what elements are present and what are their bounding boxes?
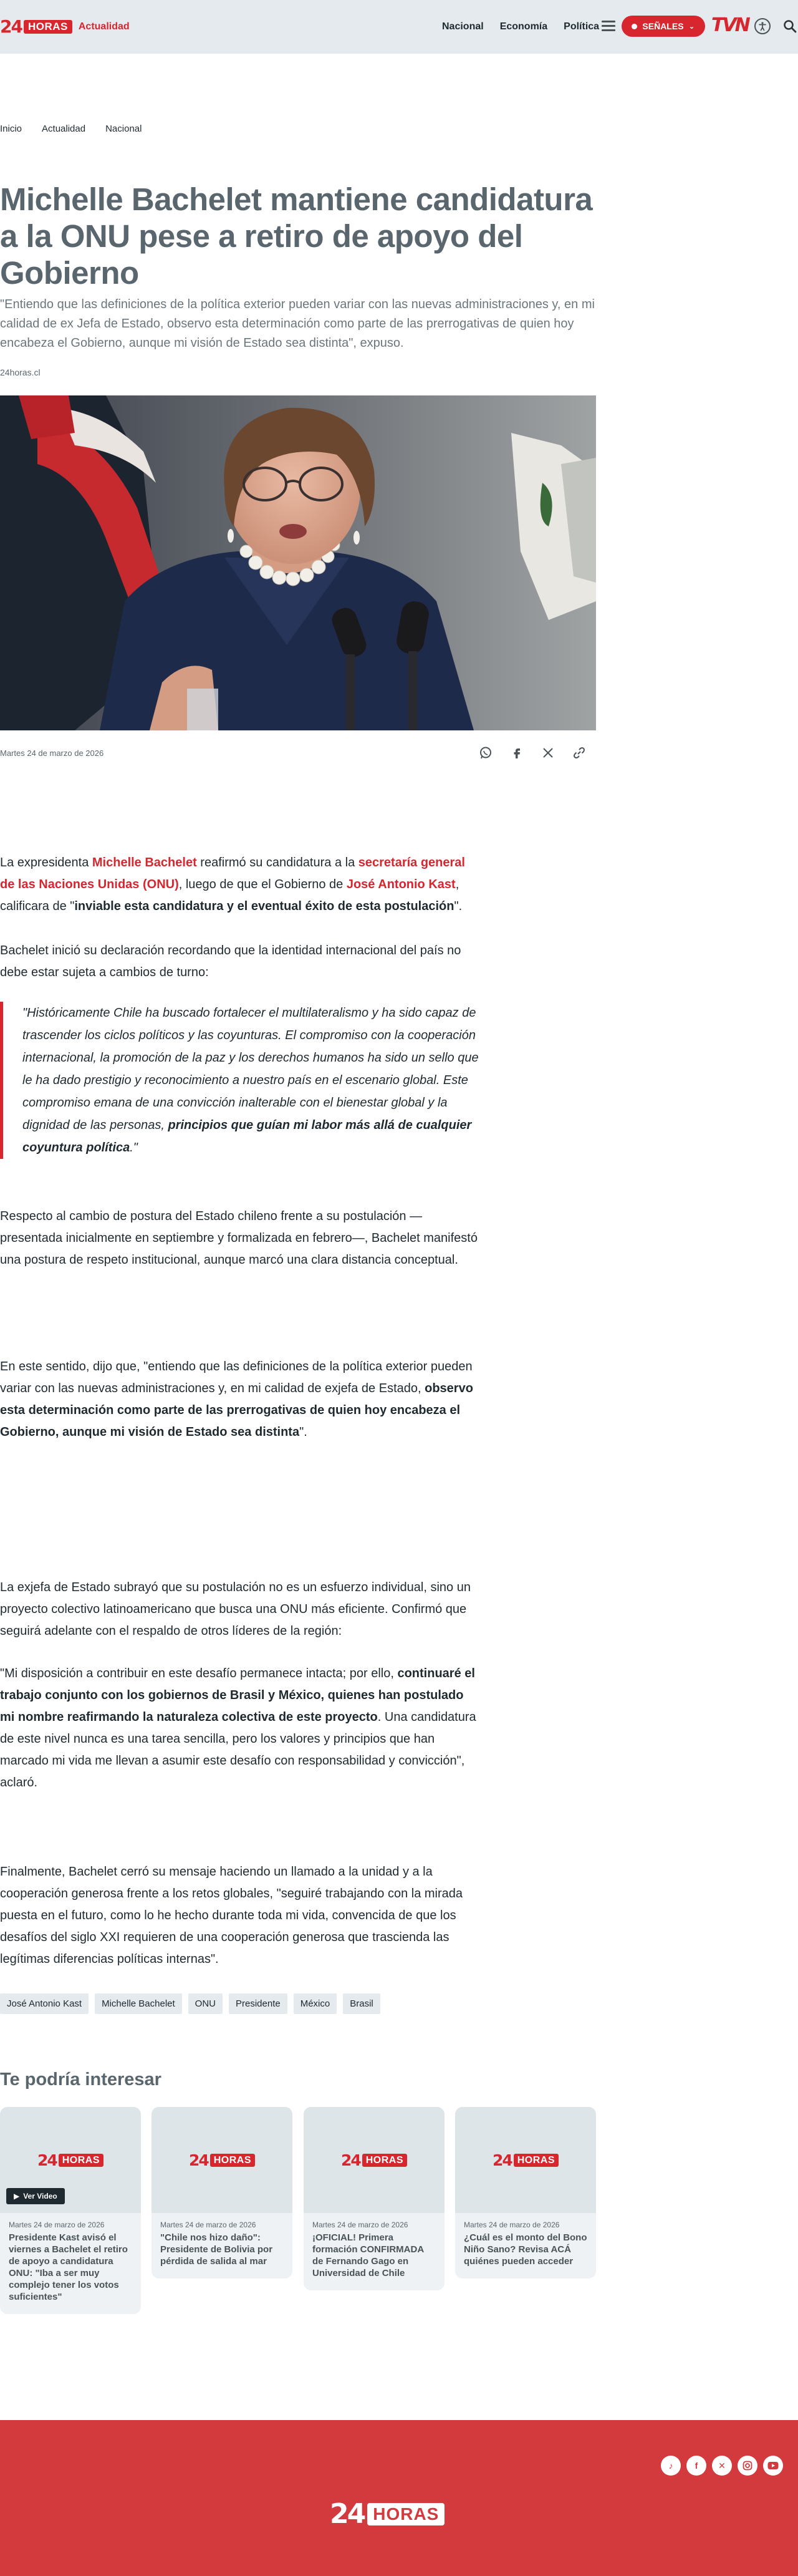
instagram-icon[interactable] xyxy=(738,2456,757,2476)
senales-label: SEÑALES xyxy=(642,21,684,31)
card-headline[interactable]: Presidente Kast avisó el viernes a Bachelet el retiro de apoyo a candidatura ONU: "Iba a ser muy complejo tener los votos suficientes" xyxy=(9,2232,128,2302)
text-run: "Históricamente Chile ha buscado fortalecer el multilateralismo y ha sido capaz de trascender los ciclos políticos y las coyunturas. El compromiso con la cooperación internacional, la promoción de la paz y los derechos humanos ha sido un sello que le ha dado prestigio y reconocimiento a nuestro país en el escenario global. Este compromiso emana de una convicción inalterable con el bienestar global y la dignidad de las personas, xyxy=(22,1006,479,1132)
logo-word: HORAS xyxy=(59,2154,103,2167)
tag-item[interactable]: ONU xyxy=(188,1993,223,2014)
tvn-logo[interactable]: TVN xyxy=(711,14,749,36)
logo-number: 24 xyxy=(492,2151,512,2169)
search-icon[interactable] xyxy=(783,19,797,33)
x-icon[interactable] xyxy=(540,745,556,761)
article-paragraph xyxy=(0,1356,479,1443)
x-icon[interactable]: ✕ xyxy=(712,2456,732,2476)
card-image xyxy=(455,2107,596,2213)
article-paragraph xyxy=(0,1663,479,1794)
senales-button[interactable] xyxy=(622,16,705,37)
card-date: Martes 24 de marzo de 2026 xyxy=(160,2220,256,2229)
related-card[interactable] xyxy=(455,2107,596,2278)
card-image xyxy=(304,2107,445,2213)
text-run: La expresidenta xyxy=(0,856,92,869)
text-run: , calificara de " xyxy=(0,878,459,913)
nav-item-economia[interactable]: Economía xyxy=(499,21,548,32)
tiktok-icon[interactable]: ♪ xyxy=(661,2456,681,2476)
tag-item[interactable]: José Antonio Kast xyxy=(0,1993,89,2014)
text-run: . Una candidatura de este nivel nunca es una tarea sencilla, pero los valores y principios que han marcado mi vida me llevan a asumir este desafío con responsabilidad y convicción", aclaró. xyxy=(0,1710,476,1789)
footer-social xyxy=(661,2456,783,2476)
card-image xyxy=(151,2107,292,2213)
article-quote xyxy=(0,1002,480,1159)
tag-item[interactable]: México xyxy=(294,1993,337,2014)
link-icon[interactable] xyxy=(571,745,587,761)
logo-number: 24 xyxy=(37,2151,57,2169)
youtube-icon[interactable] xyxy=(763,2456,783,2476)
accessibility-icon[interactable] xyxy=(754,18,771,34)
card-image xyxy=(0,2107,141,2213)
live-dot-icon xyxy=(632,24,637,29)
related-card[interactable] xyxy=(151,2107,292,2278)
card-headline[interactable]: "Chile nos hizo daño": Presidente de Bolivia por pérdida de salida al mar xyxy=(160,2232,273,2267)
site-header xyxy=(0,0,798,54)
card-logo xyxy=(189,2151,255,2169)
chevron-down-icon: ⌄ xyxy=(688,22,695,31)
article-paragraph: La exjefa de Estado subrayó que su postulación no es un esfuerzo individual, sino un proyecto colectivo latinoamericano que busca una ONU más eficiente. Confirmó que seguirá adelante con el respaldo de otros líderes de la región: xyxy=(0,1581,471,1638)
breadcrumb xyxy=(0,123,161,134)
breadcrumb-item[interactable]: Inicio xyxy=(0,123,22,134)
bold-run: continuaré el trabajo conjunto con los gobiernos de Brasil y México, quienes han postulado mi nombre reafirmando la naturaleza colectiva de este proyecto xyxy=(0,1667,475,1724)
card-logo xyxy=(37,2151,103,2169)
article-date: Martes 24 de marzo de 2026 xyxy=(0,748,104,758)
facebook-icon[interactable]: f xyxy=(686,2456,706,2476)
logo-word: HORAS xyxy=(24,20,72,34)
article-lead: "Entiendo que las definiciones de la política exterior pueden variar con las nuevas administraciones y, en mi calidad de ex Jefa de Estado, observo esta determinación como parte de las prerrogativas de quien hoy encabeza el Gobierno, aunque mi visión de Estado sea distinta", expuso. xyxy=(0,298,595,350)
text-run: , luego de que el Gobierno de xyxy=(178,878,347,891)
text-run: ". xyxy=(454,899,463,913)
tag-item[interactable]: Presidente xyxy=(229,1993,287,2014)
logo-word: HORAS xyxy=(367,2503,445,2525)
text-run: reafirmó su candidatura a la xyxy=(196,856,358,869)
card-headline[interactable]: ¡OFICIAL! Primera formación CONFIRMADA de Fernando Gago en Universidad de Chile xyxy=(312,2232,424,2278)
card-date: Martes 24 de marzo de 2026 xyxy=(9,2220,105,2229)
whatsapp-icon[interactable] xyxy=(478,745,494,761)
related-title: Te podría interesar xyxy=(0,2070,161,2089)
card-date: Martes 24 de marzo de 2026 xyxy=(312,2220,408,2229)
tag-list xyxy=(0,1993,380,2014)
logo-number: 24 xyxy=(0,16,22,37)
related-card[interactable] xyxy=(0,2107,141,2314)
site-logo[interactable] xyxy=(0,18,130,36)
link-michelle-bachelet[interactable]: Michelle Bachelet xyxy=(92,856,197,869)
logo-word: HORAS xyxy=(362,2154,407,2167)
article-source: 24horas.cl xyxy=(0,367,41,377)
link-jose-antonio-kast[interactable]: José Antonio Kast xyxy=(346,878,456,891)
article-title: Michelle Bachelet mantiene candidatura a la ONU pese a retiro de apoyo del Gobierno xyxy=(0,182,593,291)
share-bar xyxy=(478,745,587,761)
logo-number: 24 xyxy=(340,2151,360,2169)
breadcrumb-item[interactable]: Actualidad xyxy=(42,123,86,134)
article-paragraph: Respecto al cambio de postura del Estado chileno frente a su postulación —presentada inicialmente en septiembre y formalizada en febrero—, Bachelet manifestó una postura de respeto institucional, aunque marcó una clara distancia conceptual. xyxy=(0,1209,478,1267)
nav-item-politica[interactable]: Política xyxy=(564,21,600,32)
video-label: Ver Video xyxy=(23,2192,57,2201)
nav-item-nacional[interactable]: Nacional xyxy=(442,21,484,32)
bold-run: observo esta determinación como parte de las prerrogativas de quien hoy encabeza el Gobierno, aunque mi visión de Estado sea distinta xyxy=(0,1382,473,1439)
logo-word: HORAS xyxy=(210,2154,255,2167)
card-headline[interactable]: ¿Cuál es el monto del Bono Niño Sano? Revisa ACÁ quiénes pueden acceder xyxy=(464,2232,587,2267)
text-run: ." xyxy=(130,1141,138,1155)
main-nav xyxy=(442,21,615,32)
breadcrumb-item[interactable]: Nacional xyxy=(105,123,142,134)
text-run: ". xyxy=(299,1425,307,1439)
tag-item[interactable]: Brasil xyxy=(343,1993,380,2014)
logo-number: 24 xyxy=(330,2498,365,2530)
card-logo xyxy=(493,2151,559,2169)
bold-run: inviable esta candidatura y el eventual éxito de esta postulación xyxy=(74,899,454,913)
article-paragraph: Finalmente, Bachelet cerró su mensaje haciendo un llamado a la unidad y a la cooperación generosa frente a los retos globales, "seguiré trabajando con la mirada puesta en el futuro, como lo he hecho durante toda mi vida, convencida de que los desafíos del siglo XXI requieren de una cooperación generosa que trascienda las legítimas diferencias políticas internas". xyxy=(0,1865,463,1966)
logo-number: 24 xyxy=(188,2151,208,2169)
video-badge[interactable] xyxy=(6,2188,65,2204)
article-paragraph xyxy=(0,852,479,918)
footer-logo[interactable] xyxy=(330,2498,445,2530)
logo-word: HORAS xyxy=(514,2154,559,2167)
article-paragraph: Bachelet inició su declaración recordando que la identidad internacional del país no debe estar sujeta a cambios de turno: xyxy=(0,944,461,979)
article-hero-image xyxy=(0,395,596,730)
related-card[interactable] xyxy=(304,2107,445,2290)
card-logo xyxy=(341,2151,407,2169)
play-icon: ▶ xyxy=(14,2192,20,2201)
link-onu[interactable]: secretaría general de las Naciones Unidas (ONU) xyxy=(0,856,465,891)
section-label[interactable]: Actualidad xyxy=(78,21,130,32)
site-footer xyxy=(0,2420,798,2576)
bold-run: principios que guían mi labor más allá de cualquier coyuntura política xyxy=(22,1118,472,1155)
text-run: "Mi disposición a contribuir en este desafío permanece intacta; por ello, xyxy=(0,1667,398,1680)
facebook-icon[interactable] xyxy=(509,745,525,761)
card-date: Martes 24 de marzo de 2026 xyxy=(464,2220,560,2229)
text-run: En este sentido, dijo que, "entiendo que las definiciones de la política exterior pueden variar con las nuevas administraciones y, en mi calidad de exjefa de Estado, xyxy=(0,1360,473,1395)
tag-item[interactable]: Michelle Bachelet xyxy=(95,1993,182,2014)
hamburger-menu-icon[interactable] xyxy=(602,21,615,32)
